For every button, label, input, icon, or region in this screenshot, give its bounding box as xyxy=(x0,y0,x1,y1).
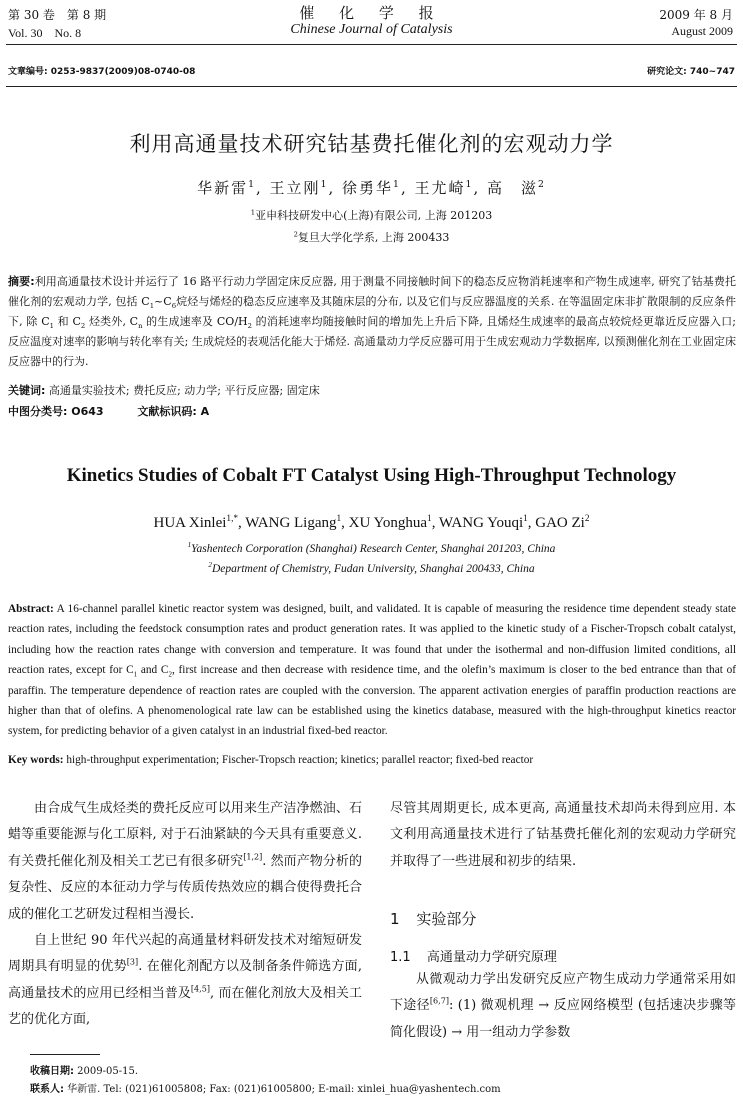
footnote-rule xyxy=(30,1054,100,1055)
issue-date-zh: 2009 年 8 月 xyxy=(659,8,733,22)
author-aff-mark: 1,* xyxy=(226,514,239,524)
meta-rule xyxy=(6,86,737,87)
author-zh: 王立刚 xyxy=(269,179,321,197)
body-paragraph xyxy=(8,796,362,928)
title-zh: 利用高通量技术研究钴基费托催化剂的宏观动力学 xyxy=(129,132,614,156)
body-paragraph xyxy=(390,967,736,1046)
keywords-zh-label: 关键词: xyxy=(8,384,46,397)
author-zh: 高 滋 xyxy=(487,179,539,197)
abstract-zh-label: 摘要: xyxy=(8,275,35,288)
affiliation-text: Yashentech Corporation (Shanghai) Research Center, Shanghai 201203, China xyxy=(191,543,556,555)
classification-zh xyxy=(8,403,209,419)
author-aff-mark: 1 xyxy=(248,179,256,190)
author-en: WANG Ligang xyxy=(245,515,337,531)
author-aff-mark: 1 xyxy=(523,514,528,524)
abstract-zh-text: 烷烃与烯烃的稳态反应速率及其随床层的分布, 以及它们与反应器温度的关系. 在等温固定床非扩散限制的反应条件下, 除 C xyxy=(8,295,737,328)
affiliation-en-1 xyxy=(0,543,743,555)
subscript: 6 xyxy=(171,302,177,311)
author-aff-mark: 2 xyxy=(538,179,546,190)
subscript: 2 xyxy=(247,322,252,331)
footnote-label: 收稿日期: xyxy=(30,1066,74,1077)
abstract-en-text: A 16-channel parallel kinetic reactor system was designed, built, and validated. It is capable of measuring the residence time dependent steady state reaction rates, including the feedstock consumption rates and product generation rates. It was applied to the kinetic study of a Fischer-Tropsch cobalt catalyst, including how the reaction rates change with conversion and temperature. It was found that under the isothermal and non-diffusion limited conditions, all reaction rates, except for C xyxy=(8,603,736,677)
footnote-received xyxy=(30,1062,138,1077)
affiliation-zh-1 xyxy=(0,207,743,223)
citation[interactable]: [3] xyxy=(126,958,139,968)
citation[interactable]: [1,2] xyxy=(243,852,263,862)
abstract-en-text: , first increase and then decrease with residence time, and the olefin’s maximum is closer to the bed entrance than that of paraffin. The temperature dependence of reaction rates are coupled with the conversion. The apparent activation energies of paraffin production reactions are higher than that of olefins. A phenomenological rate law can be established using the kinetics database, measured with the high-throughput kinetics reactor system, for predicting behavior of a given catalyst in an industrial fixed-bed reactor. xyxy=(8,664,736,738)
subscript: 1 xyxy=(49,322,54,331)
footnote-label: 联系人: xyxy=(30,1084,64,1095)
abstract-en xyxy=(8,599,736,742)
issue-date-en: August 2009 xyxy=(671,24,733,38)
article-section: 研究论文: 740~747 xyxy=(647,67,735,77)
author-zh: 华新雷 xyxy=(197,179,249,197)
affiliation-mark: 1 xyxy=(187,541,192,550)
subscript: 2 xyxy=(80,322,86,331)
clc-label: 中图分类号: xyxy=(8,405,68,418)
author-en: XU Yonghua xyxy=(348,515,428,531)
volume-issue-en: Vol. 30 No. 8 xyxy=(8,26,82,40)
keywords-en xyxy=(8,754,533,766)
affiliation-text: Department of Chemistry, Fudan University, Shanghai 200433, China xyxy=(211,563,535,575)
section-title: 实验部分 xyxy=(416,910,477,928)
doc-code: A xyxy=(200,405,210,418)
body-text: 自上世纪 90 年代兴起的高通量材料研发技术对缩短研发周期具有明显的优势 xyxy=(8,933,362,975)
abstract-zh-text: 的消耗速率均随接触时间的增加先上升后下降, 且烯烃生成速率的最高点较烷烃更靠近反应器入口; 反应温度对速率的影响与转化率有关; 生成烷烃的表观活化能大于烯烃. 高通量动力学反应器可用于生成宏观动力学数据库, 以预测催化剂在工业固定床反应器中的行为. xyxy=(8,315,737,368)
keywords-zh-text: 高通量实验技术; 费托反应; 动力学; 平行反应器; 固定床 xyxy=(48,384,320,397)
authors-en: HUA Xinlei$^{1,*}$, WANG Ligang$^1$, XU Yonghua$^1$, WANG Youqi$^1$, GAO Zi$^2$ xyxy=(153,514,590,531)
author-aff-mark: 1 xyxy=(320,179,329,190)
body-left-column xyxy=(8,796,362,1034)
section-number: 1 xyxy=(390,910,400,928)
affiliation-mark: 2 xyxy=(208,561,212,570)
keywords-en-label: Key words: xyxy=(8,754,64,766)
body-text: : (1) 微观机理 → 反应网络模型 (包括速决步骤等简化假设) → 用一组动力学参数 xyxy=(390,998,736,1040)
section-number: 1.1 xyxy=(390,950,411,965)
citation[interactable]: [4,5] xyxy=(190,984,210,994)
subscript: n xyxy=(138,322,143,331)
volume-issue-zh: 第 30 卷 第 8 期 xyxy=(8,8,107,22)
keywords-en-text: high-throughput experimentation; Fischer-Tropsch reaction; kinetics; parallel reactor; fixed-bed reactor xyxy=(63,754,534,766)
subscript: 1 xyxy=(149,302,155,311)
abstract-zh-text: 和 C xyxy=(53,315,81,328)
body-right-column-cont xyxy=(390,967,736,1046)
body-right-column xyxy=(390,796,736,875)
citation[interactable]: [6,7] xyxy=(429,997,449,1007)
header-rule xyxy=(6,44,737,45)
clc-code: O643 xyxy=(71,405,104,418)
abstract-en-text: and C xyxy=(137,664,169,677)
journal-name-zh: 催 化 学 报 xyxy=(299,4,444,22)
affiliation-mark: 1 xyxy=(250,208,256,217)
body-text: . 然而产物分析的复杂性、反应的本征动力学与传质传热效应的耦合使得费托合成的催化工艺研发过程相当漫长. xyxy=(8,853,362,922)
author-en: HUA Xinlei xyxy=(153,515,227,531)
section-title: 高通量动力学研究原理 xyxy=(426,950,557,965)
journal-name-en: Chinese Journal of Catalysis xyxy=(290,22,453,37)
author-aff-mark: 1 xyxy=(427,514,432,524)
body-paragraph xyxy=(390,796,736,875)
body-text: 尽管其周期更长, 成本更高, 高通量技术却尚未得到应用. 本文利用高通量技术进行了钴基费托催化剂的宏观动力学研究并取得了一些进展和初步的结果. xyxy=(390,801,736,869)
keywords-zh xyxy=(8,382,320,398)
author-zh: 王尤崎 xyxy=(414,179,466,197)
body-text: , 而在催化剂放大及相关工艺的优化方面, xyxy=(8,985,362,1028)
author-aff-mark: 1 xyxy=(336,514,342,524)
affiliation-mark: 2 xyxy=(293,230,298,239)
abstract-en-label: Abstract: xyxy=(8,603,54,615)
body-text: 从微观动力学出发研究反应产物生成动力学通常采用如下途径 xyxy=(390,972,736,1014)
abstract-zh-text: ~C xyxy=(154,295,172,308)
abstract-zh xyxy=(8,272,736,372)
subscript: 1 xyxy=(133,670,138,679)
doc-code-label: 文献标识码: xyxy=(137,405,197,418)
affiliation-text: 亚申科技研发中心(上海)有限公司, 上海 201203 xyxy=(255,209,493,222)
abstract-zh-text: 烃类外, C xyxy=(85,315,139,328)
subscript: 2 xyxy=(168,670,172,679)
footnote-text: 华新雷. Tel: (021)61005808; Fax: (021)61005800; E-mail: xinlei_hua@yashentech.com xyxy=(64,1084,501,1095)
section-heading-1-1 xyxy=(390,946,557,965)
author-aff-mark: 2 xyxy=(584,514,590,524)
author-en: GAO Zi xyxy=(535,515,585,531)
footnote-contact xyxy=(30,1080,501,1095)
abstract-zh-text: 利用高通量技术设计并运行了 16 路平行动力学固定床反应器, 用于测量不同接触时间下的稳态反应物消耗速率和产物生成速率, 研究了钴基费托催化剂的宏观动力学, 包括 C xyxy=(8,275,736,308)
title-en: Kinetics Studies of Cobalt FT Catalyst Using High-Throughput Technology xyxy=(66,465,677,486)
article-id: 文章编号: 0253-9837(2009)08-0740-08 xyxy=(8,67,196,77)
authors-zh: 华新雷$^1$, 王立刚$^1$, 徐勇华$^1$, 王尤崎$^1$, 高 滋$^2$ xyxy=(197,179,546,197)
affiliation-zh-2 xyxy=(0,229,743,245)
body-paragraph xyxy=(8,928,362,1034)
body-text: 由合成气生成烃类的费托反应可以用来生产洁净燃油、石蜡等重要能源与化工原料, 对于石油紧缺的今天具有重要意义. 有关费托催化剂及相关工艺已有很多研究 xyxy=(8,801,362,869)
body-text: . 在催化剂配方以及制备条件筛选方面, 高通量技术的应用已经相当普及 xyxy=(8,959,362,1001)
affiliation-text: 复旦大学化学系, 上海 200433 xyxy=(297,231,450,244)
author-aff-mark: 1 xyxy=(393,179,401,190)
author-en: WANG Youqi xyxy=(438,515,524,531)
abstract-zh-text: 的生成速率及 CO/H xyxy=(142,315,248,328)
section-heading-1 xyxy=(390,908,476,929)
author-zh: 徐勇华 xyxy=(342,179,394,197)
journal-header xyxy=(0,0,743,46)
affiliation-en-2 xyxy=(0,563,743,575)
author-aff-mark: 1 xyxy=(465,179,474,190)
footnote-text: 2009-05-15. xyxy=(74,1066,139,1077)
